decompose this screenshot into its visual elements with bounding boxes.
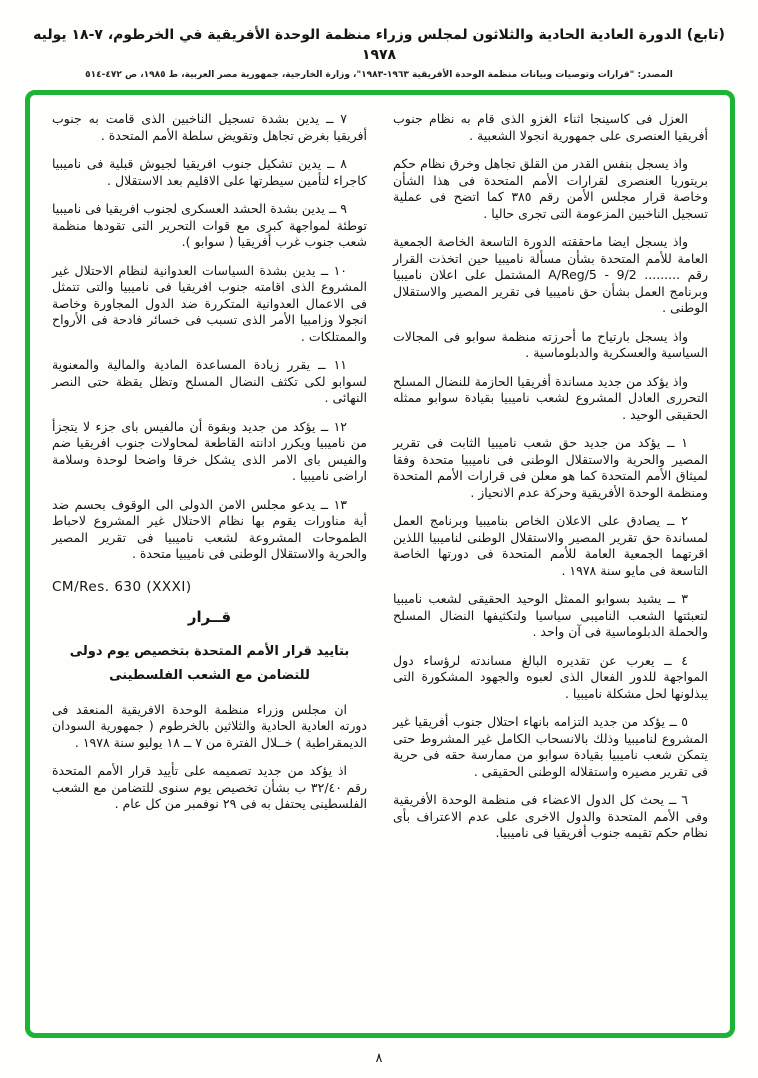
operative-item-2: ٢ ــ يصادق على الاعلان الخاص بناميبيا وبرنامج العمل لمساندة حق تقرير المصير والاستقلال الوطنى لناميبيا اللذين اقرتهما الجمعية العامة للأمم المتحدة فى دورتها الخاصة التاسعة فى مايو سنة ١٩٧٨ . <box>393 513 708 578</box>
operative-item-4: ٤ ــ يعرب عن تقديره البالغ مساندته لرؤساء دول المواجهة للدور الفعال الذى لعبوه والجهود المشكورة التى يبذلونها لحل مشكلة ناميبيا . <box>393 652 708 701</box>
preamble-paragraph-4: واذ يؤكد من جديد مساندة أفريقيا الحازمة للنضال المسلح التحررى العادل المشروع لشعب ناميبيا بقيادة سوابو ممثله الحقيقى الوحيد . <box>393 373 708 422</box>
operative-item-13: ١٣ ــ يدعو مجلس الامن الدولى الى الوقوف بحسم ضد أية مناورات يقوم بها نظام الاحتلال غير المشروع لاحباط الطموحات المشروعة لشعب ناميبيا فى تقرير المصير والحرية والاستقلال الوطنى فى ناميبيا متحدة . <box>52 496 367 561</box>
header-session-title: (تابع) الدورة العادية الحادية والثلاثون لمجلس وزراء منظمة الوحدة الأفريقية في الخرطوم، ٧-١٨ يوليه ١٩٧٨ <box>33 27 725 63</box>
resolution-preamble-2: اذ يؤكد من جديد تصميمه على تأييد قرار الأمم المتحدة رقم ٣٢/٤٠ ب بشأن تخصيص يوم سنوى للتضامن مع الشعب الفلسطينى يحتفل به فى ٢٩ نوفمبر من كل عام . <box>52 763 367 811</box>
content-border-box <box>25 90 735 1038</box>
operative-item-8: ٨ ــ يدين تشكيل جنوب افريقيا لجيوش قبلية فى ناميبيا كاجراء لتأمين سيطرتها على الاقليم بعد الاستقلال . <box>52 156 367 188</box>
operative-item-12: ١٢ ــ يؤكد من جديد وبقوة أن مالفيس باى جزء لا يتجزأ من ناميبيا ويكرر ادانته القاطعة لمحاولات جنوب افريقيا ضم والفيس باى الامر الذى يشكل خرقا واضحا لوحدة وسلامة اراضى ناميبيا . <box>52 418 367 483</box>
operative-item-10: ١٠ ــ يدين بشدة السياسات العدوانية لنظام الاحتلال غير المشروع الذى اقامته جنوب افريقيا فى ناميبيا والتى تتمثل فى الاعمال العدوانية المتكررة ضد الدول المجاورة وخاصة انجولا وزامبيا الأمر الذى تسبب فى خسائر فادحة فى الأرواح والممتلكات . <box>52 262 367 344</box>
operative-item-9: ٩ ــ يدين بشدة الحشد العسكرى لجنوب افريقيا فى ناميبيا توطئة لمواجهة كبرى مع قوات التحرير التى تقودها منظمة شعب جنوب غرب أفريقيا ( سوابو ). <box>52 201 367 249</box>
column-right <box>393 111 708 1023</box>
header-source-note: المصدر: "قرارات وتوصيات وبيانات منظمة الوحدة الأفريقية ١٩٦٣-١٩٨٣"، وزارة الخارجية، جمهورية مصر العربية، ط ١٩٨٥، ص ٤٧٢-٥١٤ <box>85 70 673 80</box>
operative-item-6: ٦ ــ يحث كل الدول الاعضاء فى منظمة الوحدة الأفريقية وفى الأمم المتحدة والدول الاخرى على عدم الاعتراف بأى نظام حكم تقيمه جنوب أفريقيا فى ناميبيا. <box>393 792 708 840</box>
page-number: ٨ <box>375 1051 383 1066</box>
resolution-heading: قــرار <box>187 608 232 626</box>
preamble-paragraph-3: واذ يسجل بارتياح ما أحرزته منظمة سوابو فى المجالات السياسية والعسكرية والدبلوماسية . <box>393 328 708 360</box>
operative-item-1: ١ ــ يؤكد من جديد حق شعب ناميبيا الثابت فى تقرير المصير والحرية والاستقلال الوطنى فى ناميبيا متحدة وفقا لميثاق الأمم المتحدة كما هو معلن فى قرارات الأمم المتحدة ومنظمة الوحدة الأفريقية وحركة عدم الانحياز . <box>393 435 708 500</box>
page-header <box>0 0 758 80</box>
column-left <box>52 111 367 1023</box>
operative-item-7: ٧ ــ يدين بشدة تسجيل الناخبين الذى قامت به جنوب أفريقيا بغرض تجاهل وتقويض سلطة الأمم المتحدة . <box>52 111 367 143</box>
resolution-title <box>52 640 367 688</box>
operative-item-3: ٣ ــ يشيد بسوابو الممثل الوحيد الحقيقى لشعب ناميبيا لتعبئتها الشعب الناميبى سياسيا ولتكثيفها النضال المسلح والحملة الدبلوماسية فى آن واحد . <box>393 591 708 639</box>
resolution-reference: CM/Res. 630 (XXXI) <box>52 578 192 595</box>
resolution-title-line2: للتضامن مع الشعب الفلسطينى <box>109 667 310 683</box>
resolution-preamble-1: ان مجلس وزراء منظمة الوحدة الافريقية المنعقد فى دورته العادية الحادية والثلاثين بالخرطوم ( جمهورية السودان الديمقراطية ) خــلال الفترة من ٧ ــ ١٨ يوليو سنة ١٩٧٨ . <box>52 701 367 750</box>
operative-item-11: ١١ ــ يقرر زيادة المساعدة المادية والمالية والمعنوية لسوابو لكى تكثف النضال المسلح وتظل يقظة حتى النصر النهائى . <box>52 357 367 405</box>
resolution-title-line1: بتاييد قرار الأمم المتحدة بتخصيص يوم دولى <box>69 643 350 659</box>
continuation-paragraph: العزل فى كاسينجا اثناء الغزو الذى قام به نظام جنوب أفريقيا العنصرى على جمهورية انجولا الشعبية . <box>393 111 708 143</box>
preamble-paragraph-1: واذ يسجل بنفس القدر من القلق تجاهل وخرق نظام حكم بريتوريا العنصرى لقرارات الأمم المتحدة فى هذا الشأن وخاصة قرار مجلس الأمن رقم ٣٨٥ كما اتضح فى عملية تسجيل الناخبين المزعومة التى تجرى حاليا . <box>393 156 708 221</box>
preamble-paragraph-2: واذ يسجل ايضا ماحققته الدورة التاسعة الخاصة الجمعية العامة للأمم المتحدة بشأن مسألة ناميبيا حين اتخذت القرار رقم ......... A/Reg/5 - 9/2 المشتمل على اعلان ناميبيا وبرنامج العمل بشأن حق ناميبيا فى تقرير المصير والاستقلال الوطنى . <box>393 234 708 315</box>
operative-item-5: ٥ ــ يؤكد من جديد التزامه بانهاء احتلال جنوب أفريقيا غير المشروع لناميبيا وذلك بالانسحاب الكامل غير المشروط حتى يتمكن شعب ناميبيا بقيادة سوابو من ممارسة حقه فى حرية فى تقرير مصيره واستقلاله الوطنى الحقيقى . <box>393 714 708 779</box>
